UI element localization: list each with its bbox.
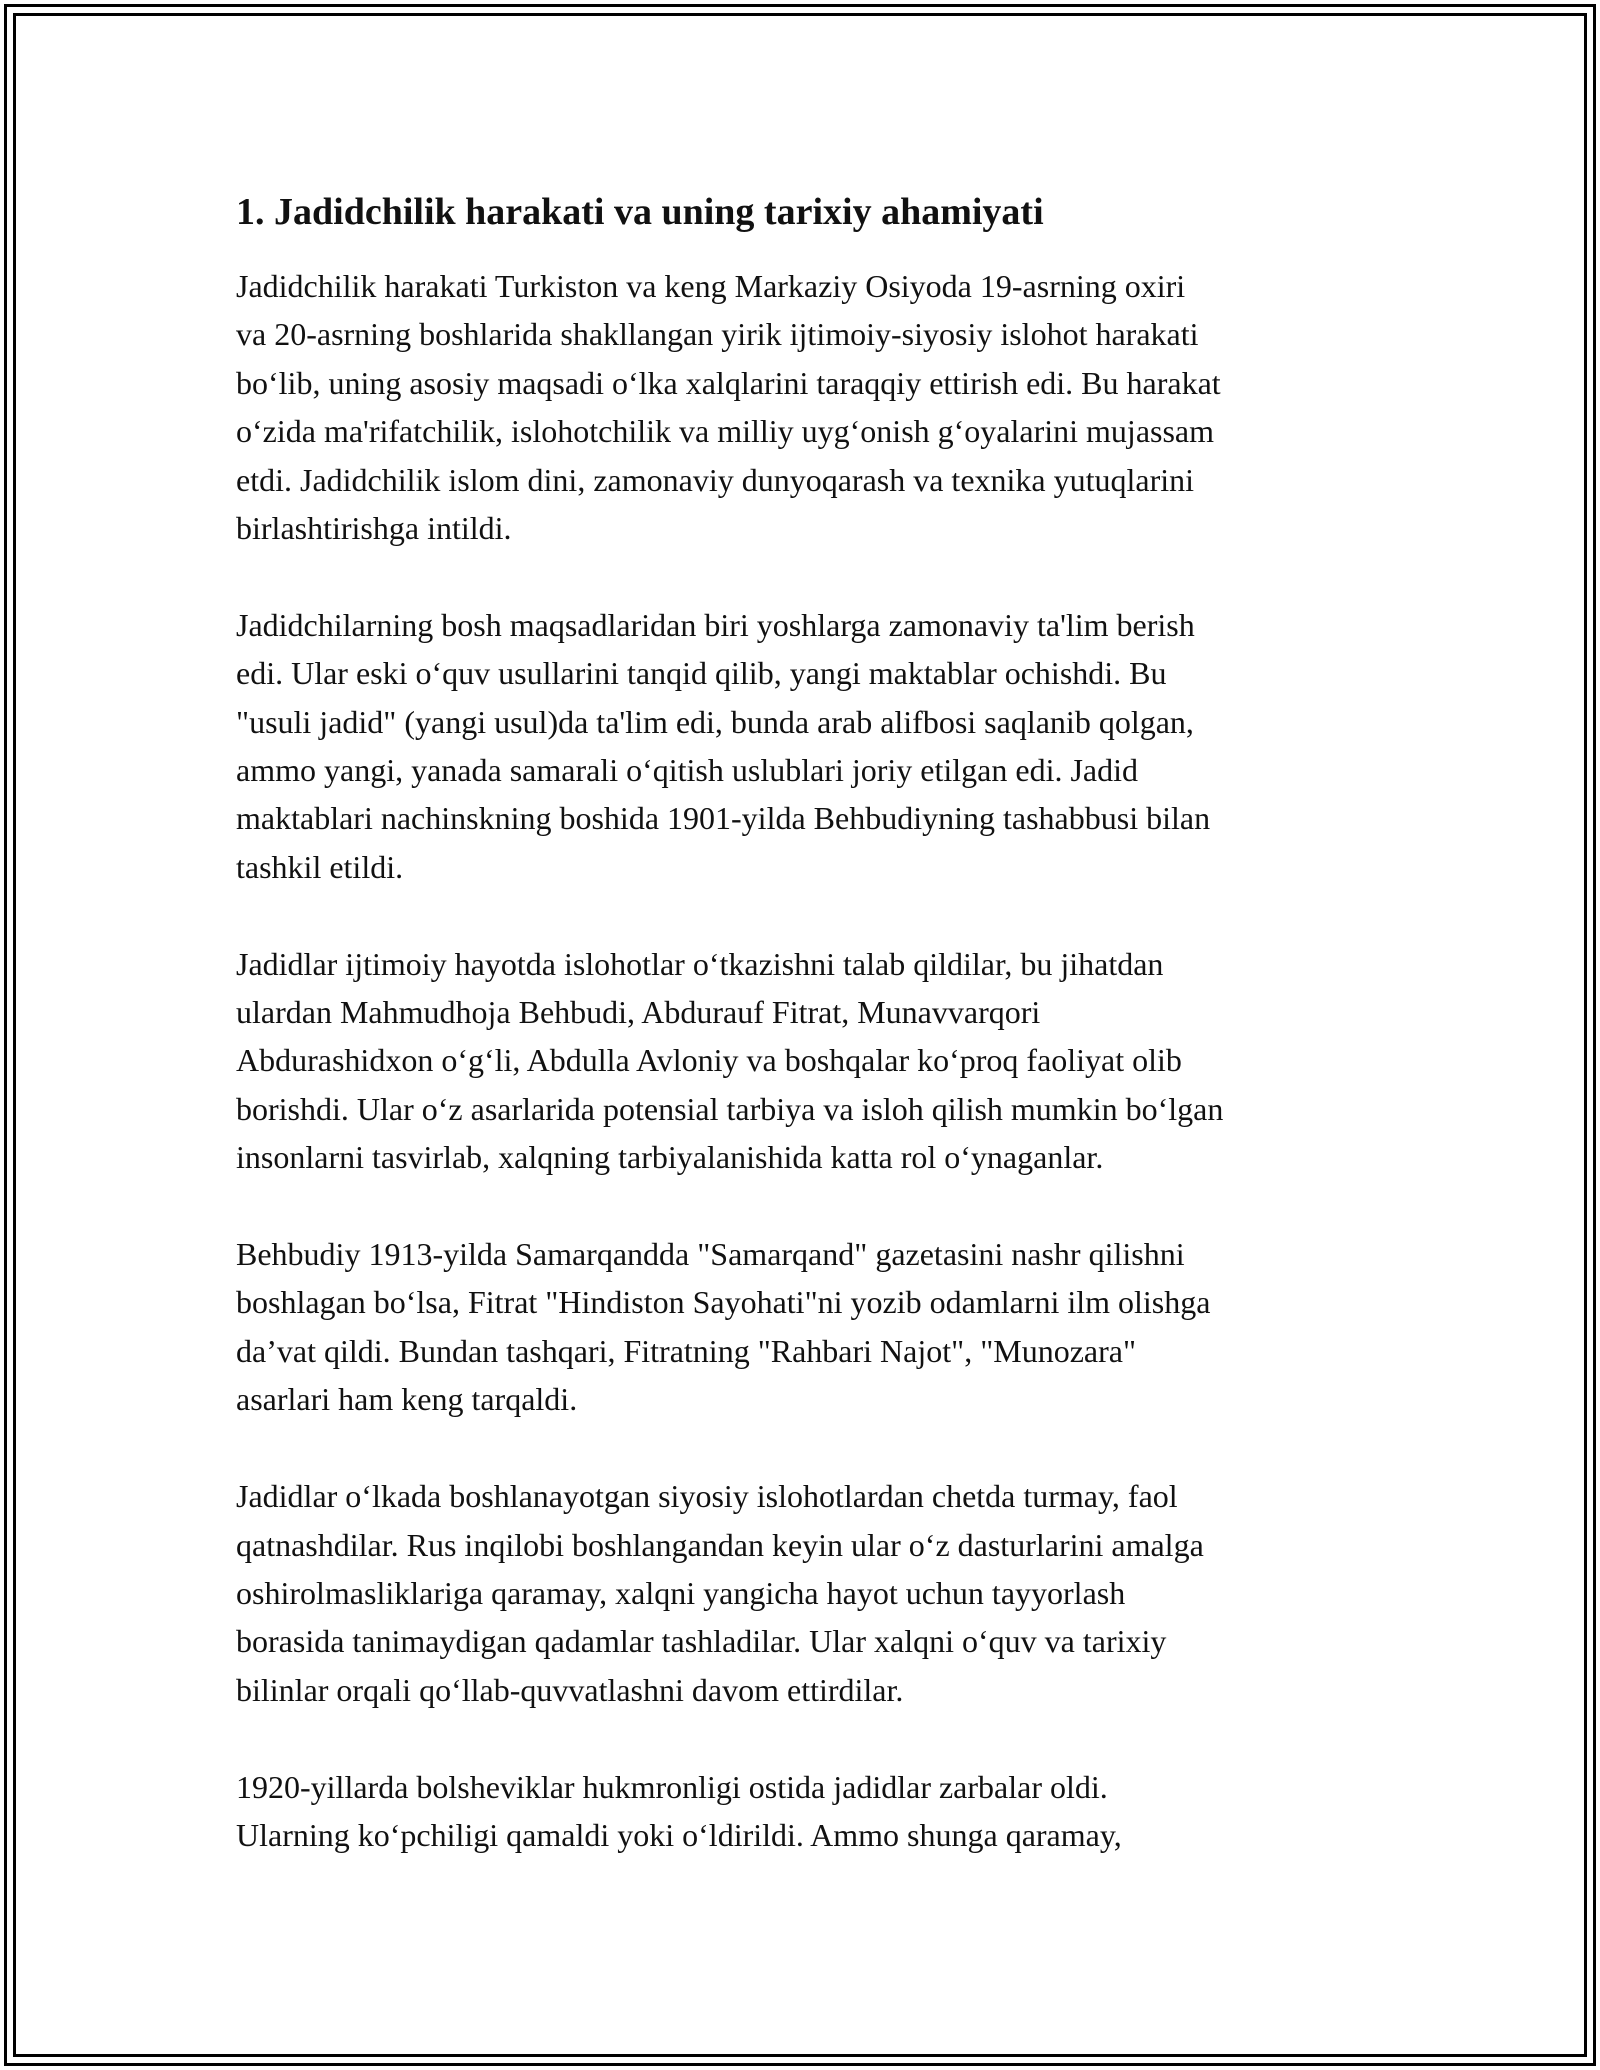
paragraph-line: borasida tanimaydigan qadamlar tashladilar. Ular xalqni o‘quv va tarixiy [236,1623,1167,1660]
paragraph-line: asarlari ham keng tarqaldi. [236,1381,578,1418]
paragraph-line: Jadidlar o‘lkada boshlanayotgan siyosiy islohotlardan chetda turmay, faol [236,1478,1178,1515]
paragraph-line: da’vat qildi. Bundan tashqari, Fitratning "Rahbari Najot", "Munozara" [236,1332,1137,1369]
paragraph-6 [236,1763,1386,1860]
paragraph-line: o‘zida ma'rifatchilik, islohotchilik va milliy uyg‘onish g‘oyalarini mujassam [236,413,1215,450]
paragraph-line: ammo yangi, yanada samarali o‘qitish uslublari joriy etilgan edi. Jadid [236,752,1138,789]
paragraph-line: Abdurashidxon o‘g‘li, Abdulla Avloniy va boshqalar ko‘proq faoliyat olib [236,1042,1182,1079]
paragraph-line: oshirolmasliklariga qaramay, xalqni yangicha hayot uchun tayyorlash [236,1574,1126,1611]
paragraph-line: bo‘lib, uning asosiy maqsadi o‘lka xalqlarini taraqqiy ettirish edi. Bu harakat [236,364,1221,401]
paragraph-4 [236,1230,1386,1424]
paragraph-line: maktablari nachinskning boshida 1901-yilda Behbudiyning tashabbusi bilan [236,800,1211,837]
paragraph-line: boshlagan bo‘lsa, Fitrat "Hindiston Sayohati"ni yozib odamlarni ilm olishga [236,1284,1211,1321]
paragraph-line: birlashtirishga intildi. [236,510,512,547]
paragraph-line: qatnashdilar. Rus inqilobi boshlangandan keyin ular o‘z dasturlarini amalga [236,1526,1204,1563]
paragraph-line: Jadidchilik harakati Turkiston va keng Markaziy Osiyoda 19-asrning oxiri [236,268,1186,304]
paragraph-3 [236,940,1386,1182]
document-body [236,188,1386,1908]
paragraph-line: Behbudiy 1913-yilda Samarqandda "Samarqand" gazetasini nashr qilishni [236,1236,1185,1273]
paragraph-line: "usuli jadid" (yangi usul)da ta'lim edi, bunda arab alifbosi saqlanib qolgan, [236,703,1194,740]
paragraph-line: bilinlar orqali qo‘llab-quvvatlashni davom ettirdilar. [236,1671,904,1708]
paragraph-line: insonlarni tasvirlab, xalqning tarbiyalanishida katta rol o‘ynaganlar. [236,1139,1104,1176]
paragraph-5 [236,1472,1386,1714]
paragraph-line: etdi. Jadidchilik islom dini, zamonaviy dunyoqarash va texnika yutuqlarini [236,461,1195,498]
section-heading: 1. Jadidchilik harakati va uning tarixiy ahamiyati [236,191,1044,233]
paragraph-line: va 20-asrning boshlarida shakllangan yirik ijtimoiy-siyosiy islohot harakati [236,316,1199,353]
paragraph-2 [236,601,1386,891]
paragraph-line: borishdi. Ular o‘z asarlarida potensial tarbiya va isloh qilish mumkin bo‘lgan [236,1090,1224,1127]
paragraph-line: 1920-yillarda bolsheviklar hukmronligi ostida jadidlar zarbalar oldi. [236,1768,1108,1805]
paragraph-line: Jadidlar ijtimoiy hayotda islohotlar o‘tkazishni talab qildilar, bu jihatdan [236,945,1164,982]
paragraph-line: tashkil etildi. [236,848,404,885]
paragraph-1 [236,262,1386,552]
paragraph-line: edi. Ular eski o‘quv usullarini tanqid qilib, yangi maktablar ochishdi. Bu [236,655,1167,692]
paragraph-line: Ularning ko‘pchiligi qamaldi yoki o‘ldirildi. Ammo shunga qaramay, [236,1816,1122,1853]
paragraph-line: ulardan Mahmudhoja Behbudi, Abdurauf Fitrat, Munavvarqori [236,994,1041,1031]
paragraph-line: Jadidchilarning bosh maqsadlaridan biri yoshlarga zamonaviy ta'lim berish [236,606,1195,643]
